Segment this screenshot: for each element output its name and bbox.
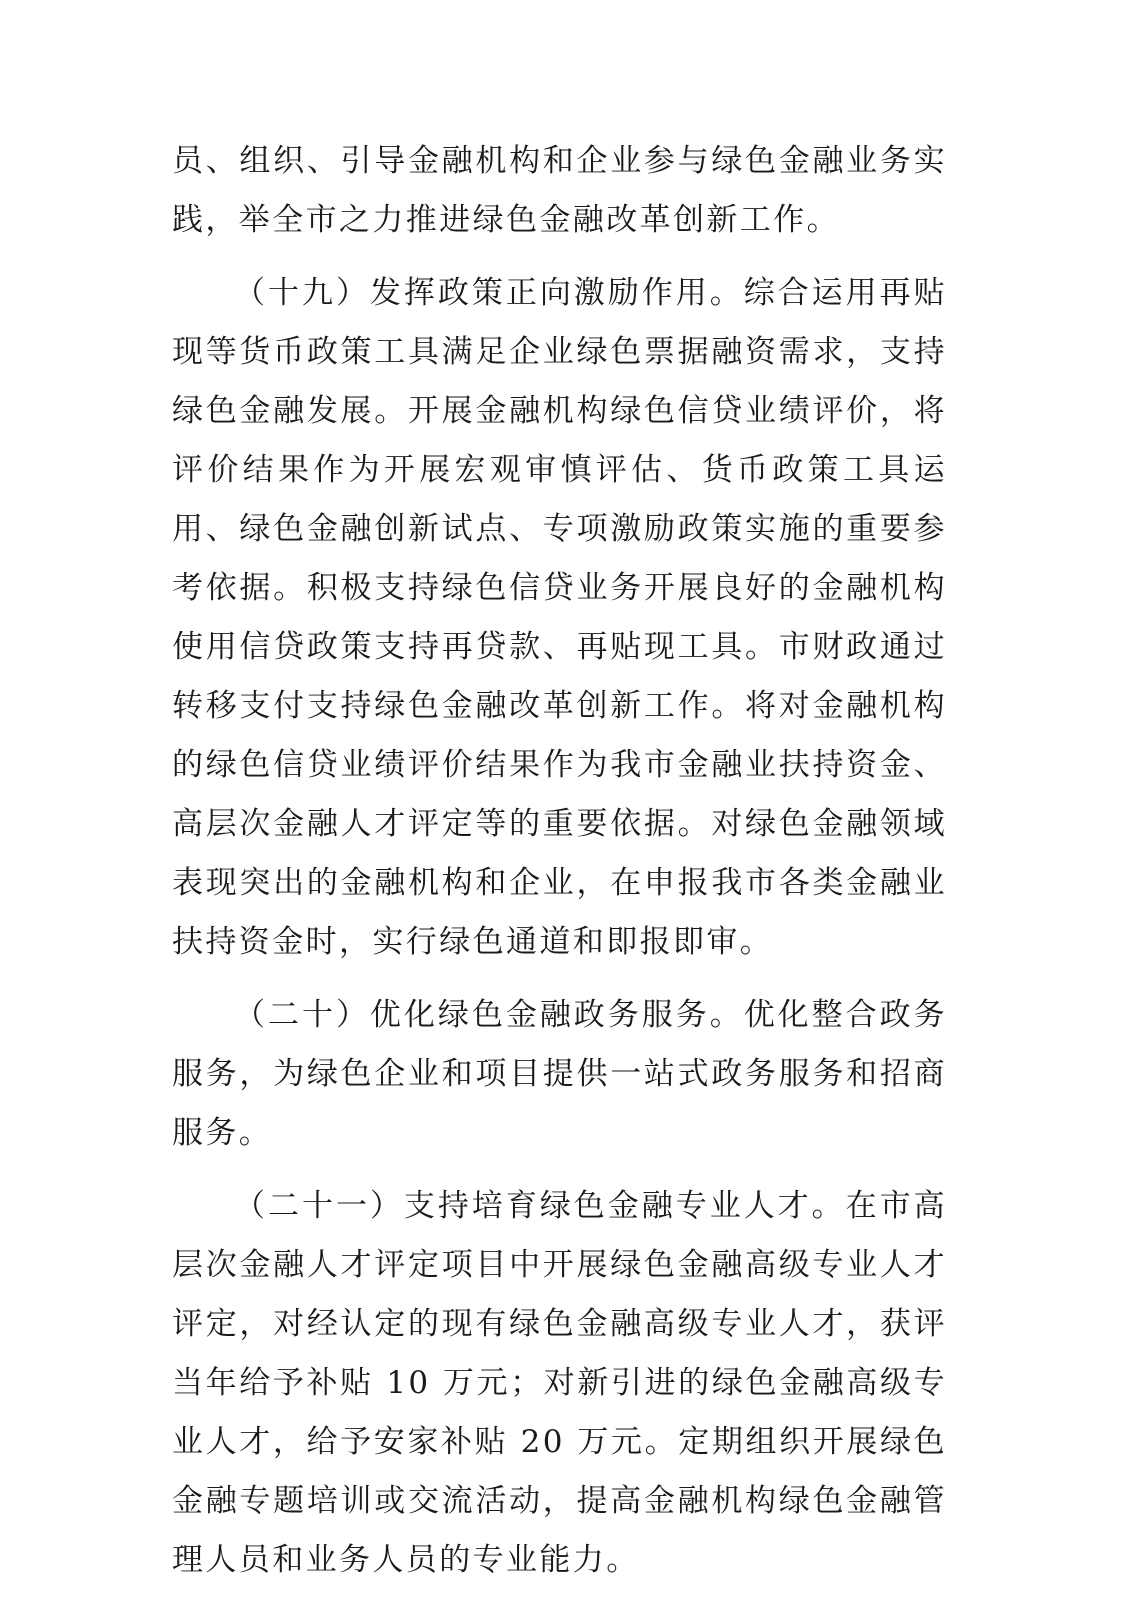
paragraph-continuation: 员、组织、引导金融机构和企业参与绿色金融业务实践，举全市之力推进绿色金融改革创新工作。: [172, 143, 947, 238]
document-body: [172, 132, 947, 1604]
paragraph-item-21: （二十一）支持培育绿色金融专业人才。在市高层次金融人才评定项目中开展绿色金融高级专业人才评定，对经认定的现有绿色金融高级专业人才，获评当年给予补贴 10 万元；对新引进的绿色金融高级专业人才，给予安家补贴 20 万元。定期组织开展绿色金融专题培训或交流活动，提高金融机构绿色金融管理人员和业务人员的专业能力。: [172, 1188, 947, 1578]
paragraph-item-19: （十九）发挥政策正向激励作用。综合运用再贴现等货币政策工具满足企业绿色票据融资需求，支持绿色金融发展。开展金融机构绿色信贷业绩评价，将评价结果作为开展宏观审慎评估、货币政策工具运用、绿色金融创新试点、专项激励政策实施的重要参考依据。积极支持绿色信贷业务开展良好的金融机构使用信贷政策支持再贷款、再贴现工具。市财政通过转移支付支持绿色金融改革创新工作。将对金融机构的绿色信贷业绩评价结果作为我市金融业扶持资金、高层次金融人才评定等的重要依据。对绿色金融领域表现突出的金融机构和企业，在申报我市各类金融业扶持资金时，实行绿色通道和即报即审。: [172, 275, 947, 960]
paragraph-item-20: （二十）优化绿色金融政务服务。优化整合政务服务，为绿色企业和项目提供一站式政务服务和招商服务。: [172, 997, 947, 1151]
